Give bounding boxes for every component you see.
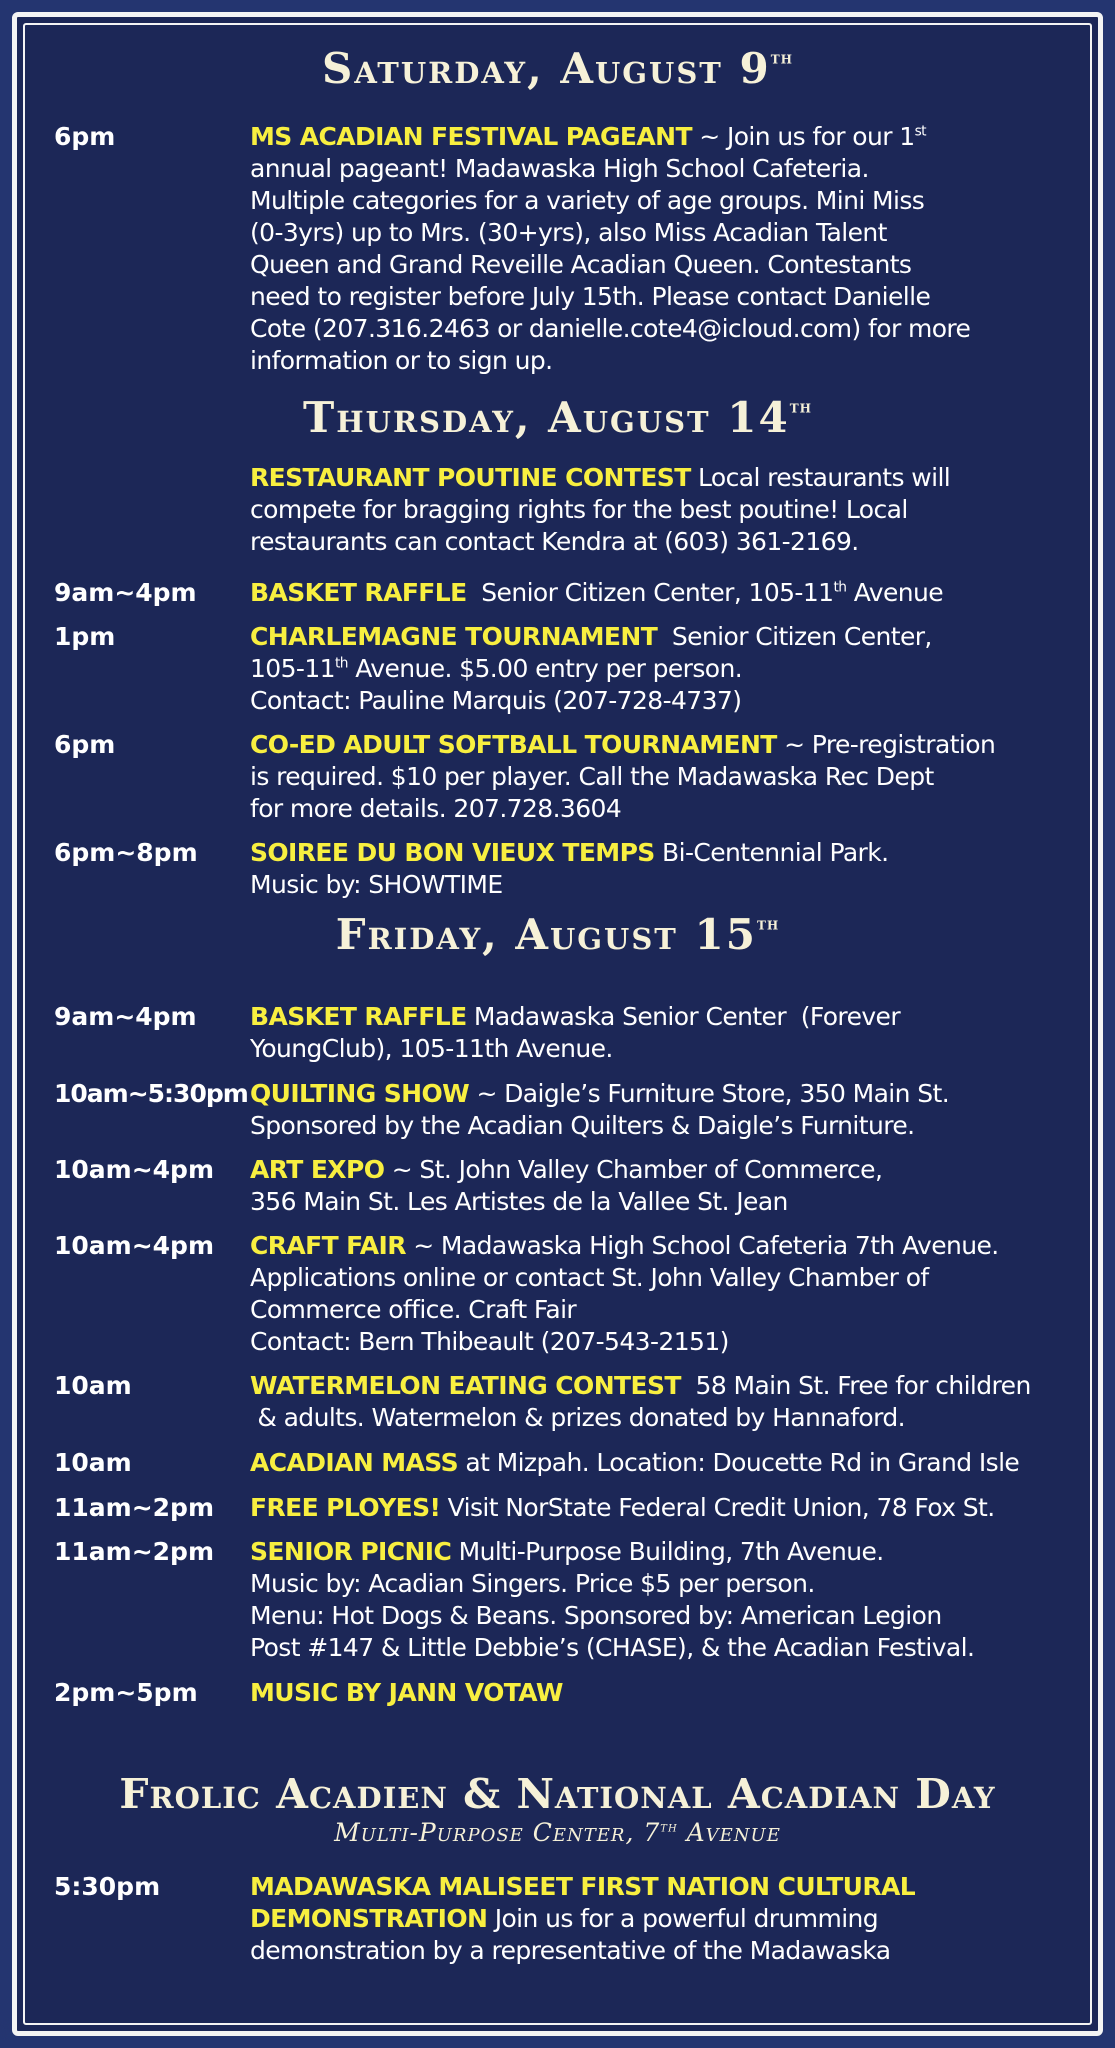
- event-text: annual pageant! Madawaska High School Cafeteria.: [250, 154, 869, 183]
- event-text: is required. $10 per player. Call the Madawaska Rec Dept: [250, 762, 934, 791]
- event-text: Menu: Hot Dogs & Beans. Sponsored by: American Legion: [250, 1601, 942, 1630]
- event-name: BASKET RAFFLE: [250, 578, 467, 607]
- event-description: [250, 729, 1070, 825]
- event-text: Bi-Centennial Park.: [654, 838, 889, 867]
- event-description: [250, 462, 1070, 558]
- event-name: FREE PLOYES!: [250, 1493, 441, 1522]
- event-description: [250, 1230, 1070, 1358]
- event-text: Join us for a powerful drumming: [487, 1904, 879, 1933]
- event-time: 2pm~5pm: [54, 1678, 198, 1707]
- event-name: RESTAURANT POUTINE CONTEST: [250, 463, 691, 492]
- event-time: 10am: [54, 1371, 132, 1400]
- event-time: 11am~2pm: [54, 1537, 214, 1566]
- event-name: SENIOR PICNIC: [250, 1537, 452, 1566]
- event-description: [250, 1370, 1070, 1434]
- event-text: YoungClub), 105-11th Avenue.: [250, 1034, 613, 1063]
- event-time: 10am~4pm: [54, 1231, 214, 1260]
- event-text: Post #147 & Little Debbie’s (CHASE), & the Acadian Festival.: [250, 1633, 975, 1662]
- event-text: Senior Citizen Center, 105-11: [466, 578, 834, 607]
- event-name: CHARLEMAGNE TOURNAMENT: [250, 622, 658, 651]
- event-description: [250, 621, 1070, 717]
- event-time: 1pm: [54, 622, 116, 651]
- event-time: 6pm: [54, 122, 116, 151]
- event-description: [250, 1871, 1070, 1967]
- event-text: ~ Madawaska High School Cafeteria 7th Avenue.: [405, 1231, 999, 1260]
- event-text: 356 Main St. Les Artistes de la Vallee St. Jean: [250, 1187, 788, 1216]
- event-text: demonstration by a representative of the Madawaska: [250, 1936, 891, 1965]
- event-time: 11am~2pm: [54, 1493, 214, 1522]
- event-time: 6pm~8pm: [54, 838, 198, 867]
- event-text: 105-11: [250, 654, 335, 683]
- event-text-sup: th: [833, 579, 847, 596]
- event-text: Avenue: [846, 578, 944, 607]
- event-name: MADAWASKA MALISEET FIRST NATION CULTURAL: [250, 1872, 916, 1901]
- event-time: 10am~4pm: [54, 1155, 214, 1184]
- event-description: [250, 1078, 1070, 1142]
- day-heading-text: Friday, August 15: [335, 910, 757, 959]
- day-heading-sup: th: [756, 913, 780, 935]
- event-text: ~ Pre-registration: [776, 730, 996, 759]
- event-text: compete for bragging rights for the best poutine! Local: [250, 495, 908, 524]
- day-heading-sup: th: [770, 47, 793, 69]
- day-heading-frolic: Frolic Acadien & National Acadian Day: [119, 1770, 996, 1818]
- event-text-sup: st: [914, 123, 926, 140]
- event-description: [250, 1536, 1070, 1664]
- event-text-sup: th: [334, 655, 348, 672]
- event-name: WATERMELON EATING CONTEST: [250, 1371, 681, 1400]
- event-text: ~ Daigle’s Furniture Store, 350 Main St.: [469, 1079, 950, 1108]
- frolic-location: [0, 1818, 1115, 1847]
- event-text: Senior Citizen Center,: [657, 622, 932, 651]
- event-time: 6pm: [54, 730, 116, 759]
- event-text: Cote (207.316.2463 or danielle.cote4@icloud.com) for more: [250, 314, 971, 343]
- event-name: QUILTING SHOW: [250, 1079, 470, 1108]
- event-text: Music by: SHOWTIME: [250, 870, 503, 899]
- event-description: [250, 1677, 1070, 1709]
- event-time: 10am: [54, 1448, 132, 1477]
- event-name: DEMONSTRATION: [250, 1904, 488, 1933]
- event-text: 58 Main St. Free for children: [680, 1371, 1031, 1400]
- event-name: ART EXPO: [250, 1155, 385, 1184]
- event-time: 5:30pm: [54, 1872, 161, 1901]
- event-description: [250, 1492, 1070, 1524]
- event-text: Local restaurants will: [690, 463, 951, 492]
- frolic-location-sup: th: [660, 1819, 678, 1836]
- event-text: at Mizpah. Location: Doucette Rd in Grand Isle: [458, 1448, 1020, 1477]
- event-text: Contact: Bern Thibeault (207-543-2151): [250, 1327, 729, 1356]
- event-text: need to register before July 15th. Please contact Danielle: [250, 282, 931, 311]
- day-heading-text: Saturday, August 9: [322, 44, 771, 93]
- event-text: (0-3yrs) up to Mrs. (30+yrs), also Miss Acadian Talent: [250, 218, 887, 247]
- event-text: & adults. Watermelon & prizes donated by Hannaford.: [250, 1403, 905, 1432]
- event-text: ~ Join us for our 1: [691, 122, 915, 151]
- day-heading-thursday: [0, 393, 1115, 442]
- event-text: for more details. 207.728.3604: [250, 794, 622, 823]
- event-name: CO-ED ADULT SOFTBALL TOURNAMENT: [250, 730, 777, 759]
- day-heading-friday: [0, 910, 1115, 959]
- event-name: SOIREE DU BON VIEUX TEMPS: [250, 838, 655, 867]
- event-description: [250, 121, 1070, 377]
- event-name: MUSIC BY JANN VOTAW: [250, 1678, 563, 1707]
- event-text: Visit NorState Federal Credit Union, 78 Fox St.: [440, 1493, 995, 1522]
- event-text: Commerce office. Craft Fair: [250, 1295, 577, 1324]
- event-text: Sponsored by the Acadian Quilters & Daigle’s Furniture.: [250, 1111, 915, 1140]
- event-description: [250, 1447, 1070, 1479]
- event-text: Madawaska Senior Center (Forever: [466, 1002, 900, 1031]
- event-name: BASKET RAFFLE: [250, 1002, 467, 1031]
- event-name: ACADIAN MASS: [250, 1448, 458, 1477]
- event-text: restaurants can contact Kendra at (603) 361-2169.: [250, 527, 859, 556]
- event-text: Queen and Grand Reveille Acadian Queen. Contestants: [250, 250, 912, 279]
- frolic-location-text: Avenue: [677, 1818, 781, 1847]
- event-description: [250, 837, 1070, 901]
- event-text: Multiple categories for a variety of age groups. Mini Miss: [250, 186, 925, 215]
- frolic-location-text: Multi-Purpose Center, 7: [334, 1818, 661, 1847]
- event-name: CRAFT FAIR: [250, 1231, 406, 1260]
- event-text: Avenue. $5.00 entry per person.: [347, 654, 743, 683]
- event-name: MS ACADIAN FESTIVAL PAGEANT: [250, 122, 692, 151]
- event-text: information or to sign up.: [250, 346, 553, 375]
- event-text: Multi-Purpose Building, 7th Avenue.: [451, 1537, 884, 1566]
- day-heading-text: Thursday, August 14: [303, 393, 790, 442]
- event-time: 9am~4pm: [54, 1002, 197, 1031]
- event-description: [250, 577, 1070, 609]
- event-text: ~ St. John Valley Chamber of Commerce,: [384, 1155, 883, 1184]
- event-description: [250, 1001, 1070, 1065]
- day-heading-saturday: [0, 44, 1115, 93]
- event-text: Music by: Acadian Singers. Price $5 per person.: [250, 1569, 815, 1598]
- event-time: 10am~5:30pm: [54, 1079, 248, 1108]
- day-heading-sup: th: [789, 396, 812, 418]
- event-text: Applications online or contact St. John Valley Chamber of: [250, 1263, 929, 1292]
- event-time: 9am~4pm: [54, 578, 197, 607]
- event-text: Contact: Pauline Marquis (207-728-4737): [250, 686, 742, 715]
- event-description: [250, 1154, 1070, 1218]
